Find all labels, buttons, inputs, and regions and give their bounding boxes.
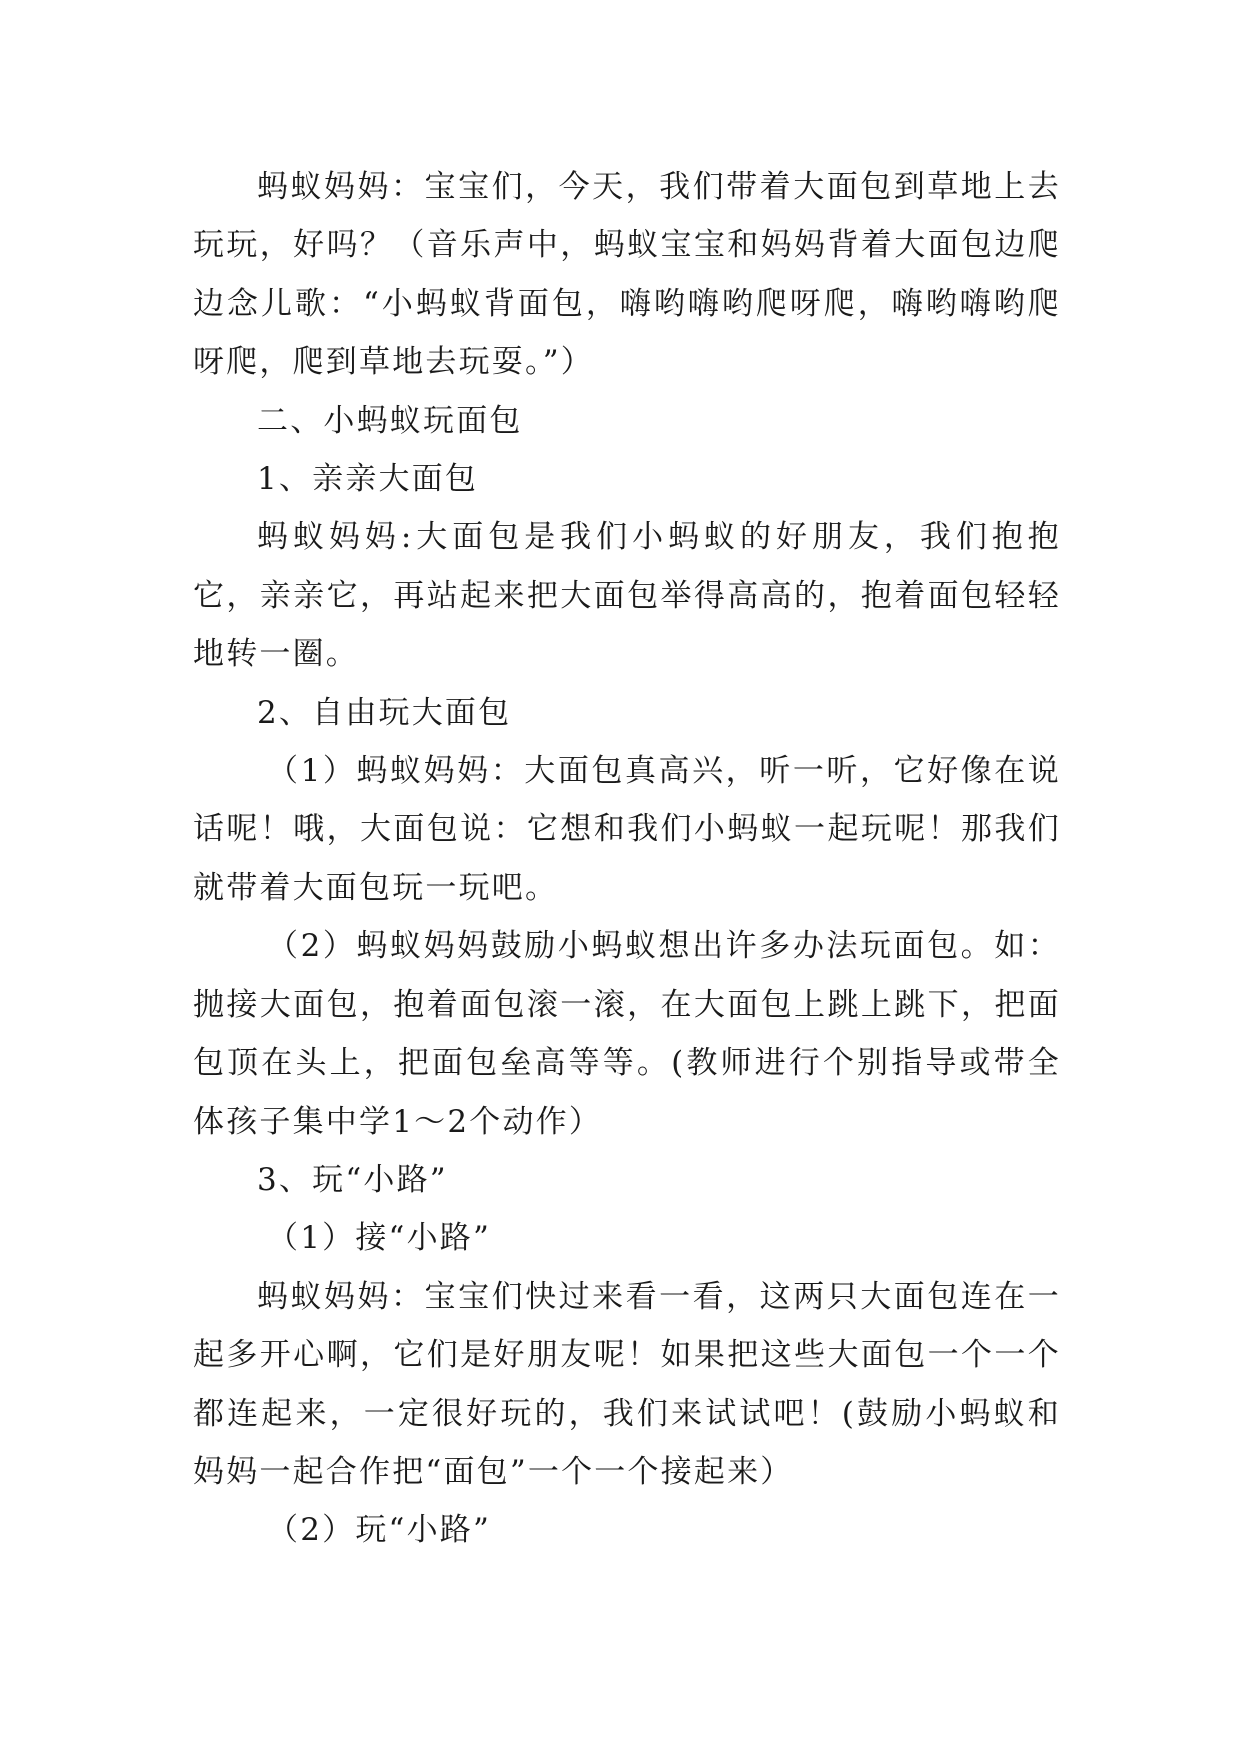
document-body	[193, 158, 1061, 1560]
subheading-free-play: 2、自由玩大面包	[257, 694, 512, 731]
subheading-play-path: 3、玩“小路”	[257, 1161, 448, 1198]
section-heading-play-bread: 二、小蚂蚁玩面包	[257, 402, 523, 439]
paragraph-free-play-2: （2）蚂蚁妈妈鼓励小蚂蚁想出许多办法玩面包。如：抛接大面包，抱着面包滚一滚，在大面包上跳上跳下，把面包顶在头上，把面包垒高等等。(教师进行个别指导或带全体孩子集中学1～2个动作）	[193, 928, 1061, 1140]
subheading-walk-path: （2）玩“小路”	[267, 1512, 492, 1549]
subheading-connect-path: （1）接“小路”	[267, 1220, 492, 1257]
paragraph-mother-ant-intro: 蚂蚁妈妈：宝宝们，今天，我们带着大面包到草地上去玩玩，好吗？（音乐声中，蚂蚁宝宝和妈妈背着大面包边爬边念儿歌：“小蚂蚁背面包，嗨哟嗨哟爬呀爬，嗨哟嗨哟爬呀爬，爬到草地去玩耍。”）	[193, 169, 1061, 381]
paragraph-kiss-bread: 蚂蚁妈妈:大面包是我们小蚂蚁的好朋友，我们抱抱它，亲亲它，再站起来把大面包举得高高的，抱着面包轻轻地转一圈。	[193, 519, 1061, 673]
paragraph-free-play-1: （1）蚂蚁妈妈：大面包真高兴，听一听，它好像在说话呢！哦，大面包说：它想和我们小蚂蚁一起玩呢！那我们就带着大面包玩一玩吧。	[193, 753, 1061, 906]
subheading-kiss-bread: 1、亲亲大面包	[257, 461, 479, 498]
paragraph-connect-path: 蚂蚁妈妈：宝宝们快过来看一看，这两只大面包连在一起多开心啊，它们是好朋友呢！如果把这些大面包一个一个都连起来，一定很好玩的，我们来试试吧！(鼓励小蚂蚁和妈妈一起合作把“面包”一个一个接起来）	[193, 1278, 1061, 1490]
